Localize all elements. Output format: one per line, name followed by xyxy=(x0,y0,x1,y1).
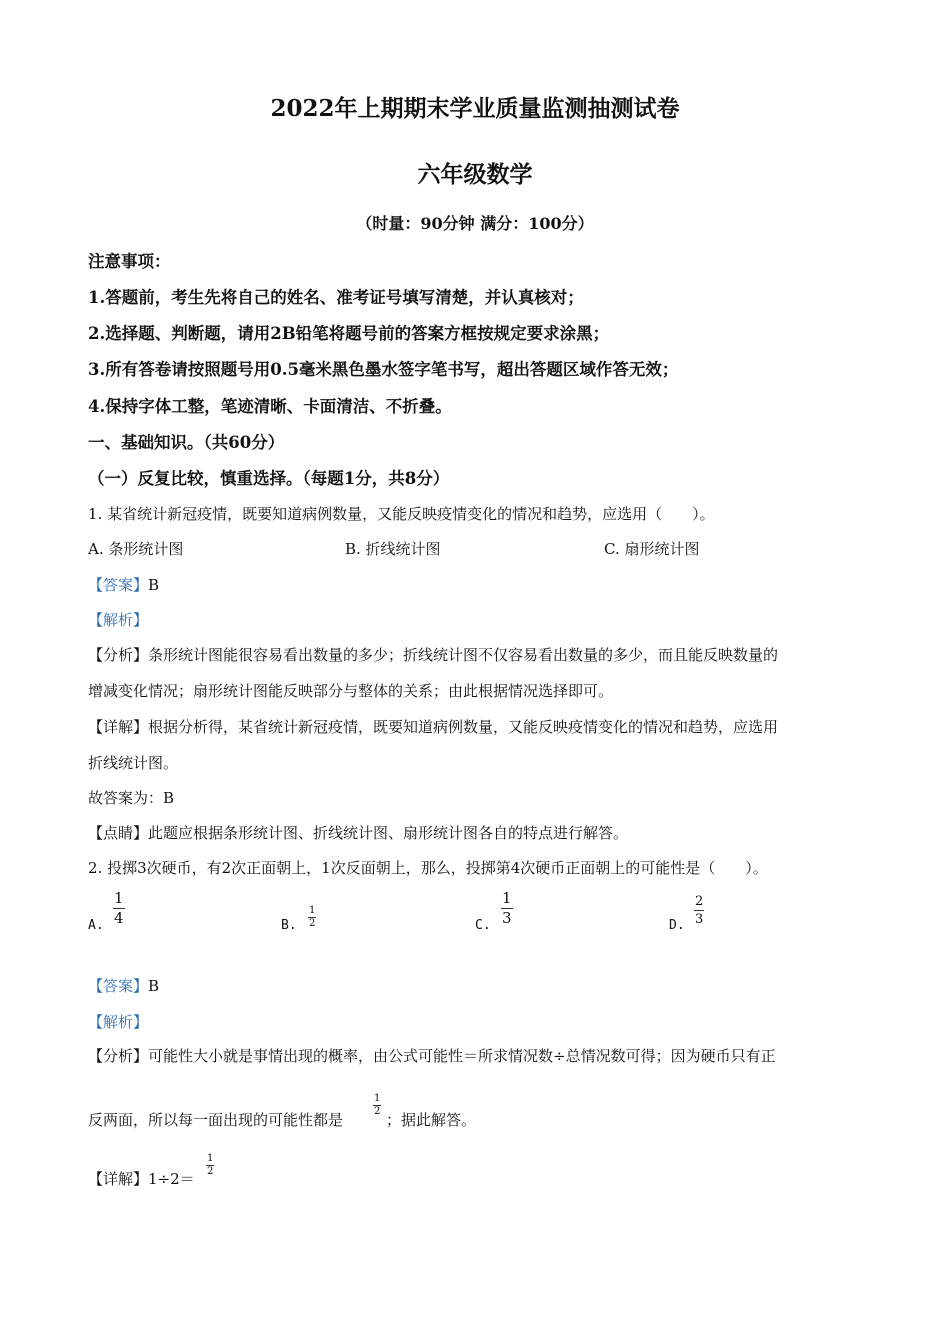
question-1-option-c: C. 扇形统计图 xyxy=(604,540,700,558)
notes-heading: 注意事项： xyxy=(88,252,171,271)
fenxi-text: 条形统计图能很容易看出数量的多少；折线统计图不仅容易看出数量的多少，而且能反映数量的 xyxy=(148,646,779,664)
question-1-option-b: B. 折线统计图 xyxy=(345,540,441,558)
numerator: 1 xyxy=(374,1093,381,1104)
question-2-fenxi xyxy=(88,1045,776,1066)
question-2-fenxi-cont-pre: 反两面，所以每一面出现的可能性都是 xyxy=(88,1111,344,1129)
question-2-answer xyxy=(88,975,159,996)
question-2-option-d-fraction xyxy=(694,893,704,928)
question-2-xiangjie xyxy=(88,1168,195,1189)
analysis-tag: 【解析】 xyxy=(88,1013,149,1031)
dianjing-text: 此题应根据条形统计图、折线统计图、扇形统计图各自的特点进行解答。 xyxy=(148,824,629,842)
exam-title: 2022年上期期末学业质量监测抽测试卷 xyxy=(270,95,680,122)
answer-tag: 【答案】 xyxy=(88,576,149,594)
question-1-option-a: A. 条形统计图 xyxy=(88,540,184,558)
numerator: 1 xyxy=(309,905,316,916)
fenxi-fraction xyxy=(373,1093,381,1118)
xiangjie-tag: 【详解】 xyxy=(88,1170,149,1188)
note-item: 2.选择题、判断题，请用2B铅笔将题号前的答案方框按规定要求涂黑； xyxy=(88,324,610,343)
section-heading: 一、基础知识。（共60分） xyxy=(88,433,285,452)
numerator: 2 xyxy=(695,894,704,909)
question-1-final: 故答案为：B xyxy=(88,789,175,807)
answer-tag: 【答案】 xyxy=(88,977,149,995)
fenxi-tag: 【分析】 xyxy=(88,1047,149,1065)
xiangjie-text: 根据分析得，某省统计新冠疫情，既要知道病例数量，又能反映疫情变化的情况和趋势，应选用 xyxy=(148,718,779,736)
question-2-option-c-label: C. xyxy=(475,918,491,933)
xiangjie-text: 1÷2＝ xyxy=(148,1170,195,1188)
question-2-option-c-fraction xyxy=(501,889,513,928)
denominator: 3 xyxy=(695,912,704,927)
question-2-option-d-label: D. xyxy=(669,918,685,933)
question-2-option-a-fraction xyxy=(113,889,125,928)
question-2-fenxi-cont-post: ；据此解答。 xyxy=(386,1111,477,1129)
question-1-xiangjie xyxy=(88,716,778,737)
numerator: 1 xyxy=(114,889,124,907)
question-1-fenxi-cont: 增减变化情况；扇形统计图能反映部分与整体的关系；由此根据情况选择即可。 xyxy=(88,682,614,700)
question-2-stem: 2. 投掷3次硬币，有2次正面朝上，1次反面朝上，那么，投掷第4次硬币正面朝上的可能性是（ ）。 xyxy=(88,859,768,877)
time-info: （时量：90分钟 满分：100分） xyxy=(356,214,594,233)
answer-value: B xyxy=(148,977,160,995)
dianjing-tag: 【点睛】 xyxy=(88,824,149,842)
question-2-option-b-fraction xyxy=(308,905,316,930)
fenxi-tag: 【分析】 xyxy=(88,646,149,664)
denominator: 2 xyxy=(374,1106,381,1117)
exam-subtitle: 六年级数学 xyxy=(417,161,533,188)
numerator: 1 xyxy=(207,1153,214,1164)
note-item: 3.所有答卷请按照题号用0.5毫米黑色墨水签字笔书写，超出答题区域作答无效； xyxy=(88,360,679,379)
question-1-fenxi xyxy=(88,644,778,665)
question-1-answer xyxy=(88,574,159,595)
question-2-option-b-label: B. xyxy=(281,918,297,933)
denominator: 2 xyxy=(309,918,316,929)
fenxi-text: 可能性大小就是事情出现的概率，由公式可能性＝所求情况数÷总情况数可得；因为硬币只有正 xyxy=(148,1047,776,1065)
denominator: 4 xyxy=(114,909,124,927)
denominator: 3 xyxy=(502,909,512,927)
answer-value: B xyxy=(148,576,160,594)
note-item: 1.答题前，考生先将自己的姓名、准考证号填写清楚，并认真核对； xyxy=(88,288,584,307)
question-1-stem: 1. 某省统计新冠疫情，既要知道病例数量，又能反映疫情变化的情况和趋势，应选用（ ）。 xyxy=(88,505,715,523)
question-1-xiangjie-cont: 折线统计图。 xyxy=(88,754,179,772)
denominator: 2 xyxy=(207,1166,214,1177)
part-heading: （一）反复比较，慎重选择。（每题1分，共8分） xyxy=(88,469,450,488)
xiangjie-fraction xyxy=(206,1153,214,1178)
note-item: 4.保持字体工整，笔迹清晰、卡面清洁、不折叠。 xyxy=(88,397,452,416)
xiangjie-tag: 【详解】 xyxy=(88,718,149,736)
question-1-dianjing xyxy=(88,822,628,843)
analysis-tag: 【解析】 xyxy=(88,611,149,629)
numerator: 1 xyxy=(502,889,512,907)
question-2-option-a-label: A. xyxy=(88,918,104,933)
